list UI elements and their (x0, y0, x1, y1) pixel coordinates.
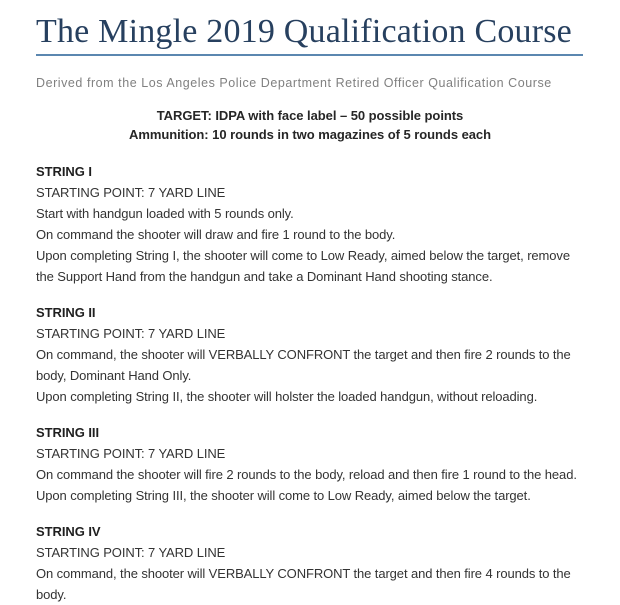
string-section-ii (36, 302, 584, 407)
spec-target: TARGET: IDPA with face label – 50 possible points (156, 108, 464, 123)
string-section-iii (36, 422, 584, 506)
string-line: On command, the shooter will VERBALLY CONFRONT the target and then fire 2 rounds to the body, Dominant Hand Only. (36, 347, 571, 383)
string-list (36, 161, 584, 605)
string-heading: STRING II (36, 305, 96, 320)
page-title: The Mingle 2019 Qualification Course (36, 13, 572, 50)
document-subtitle: Derived from the Los Angeles Police Department Retired Officer Qualification Course (36, 76, 552, 90)
string-line: STARTING POINT: 7 YARD LINE (36, 545, 226, 560)
string-line: STARTING POINT: 7 YARD LINE (36, 185, 226, 200)
string-line: Upon completing String III, the shooter will come to Low Ready, aimed below the target. (36, 488, 531, 503)
string-line: On command, the shooter will VERBALLY CONFRONT the target and then fire 4 rounds to the body. (36, 566, 571, 602)
string-line: Upon completing String II, the shooter will holster the loaded handgun, without reloading. (36, 389, 538, 404)
string-heading: STRING III (36, 425, 100, 440)
course-specs (36, 106, 584, 144)
string-heading: STRING IV (36, 524, 101, 539)
string-section-iv (36, 521, 584, 605)
spec-ammunition: Ammunition: 10 rounds in two magazines of 5 rounds each (128, 127, 491, 142)
title-block (36, 0, 584, 56)
string-line: On command the shooter will fire 2 rounds to the body, reload and then fire 1 round to the head. (36, 467, 577, 482)
title-divider (36, 54, 583, 56)
string-line: STARTING POINT: 7 YARD LINE (36, 326, 226, 341)
string-line: Upon completing String I, the shooter will come to Low Ready, aimed below the target, remove the Support Hand from the handgun and take a Dominant Hand shooting stance. (36, 248, 570, 284)
string-line: STARTING POINT: 7 YARD LINE (36, 446, 226, 461)
string-heading: STRING I (36, 164, 92, 179)
string-line: Start with handgun loaded with 5 rounds only. (36, 206, 294, 221)
string-section-i (36, 161, 584, 287)
string-line: On command the shooter will draw and fire 1 round to the body. (36, 227, 396, 242)
